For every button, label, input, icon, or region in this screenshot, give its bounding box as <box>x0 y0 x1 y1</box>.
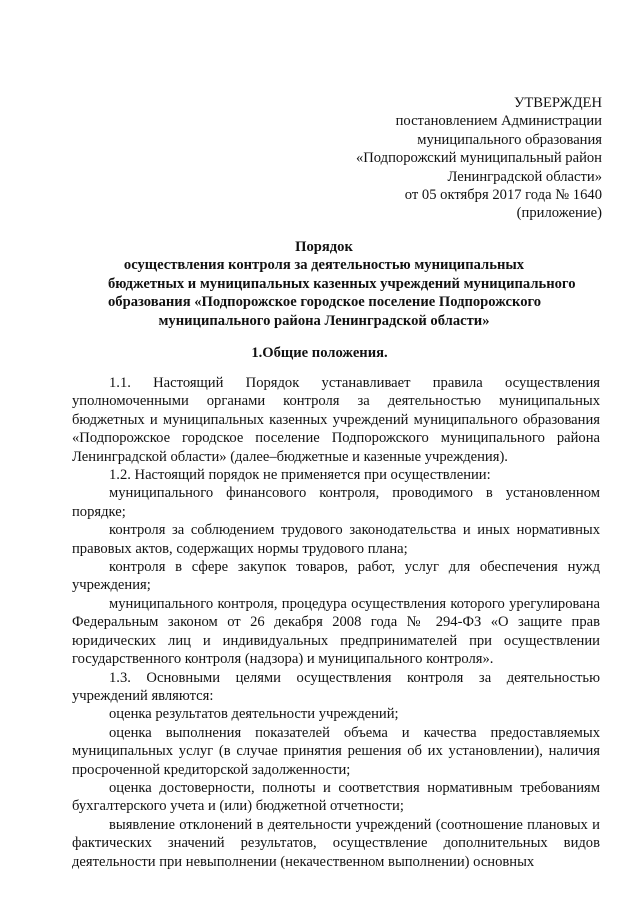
paragraph-1-3: 1.3. Основными целями осуществления контроля за деятельностью учреждений являются: <box>72 669 600 704</box>
paragraph-item: оценка результатов деятельности учреждений; <box>109 706 399 723</box>
document-title <box>108 238 576 330</box>
approval-line-region: Ленинградской области» <box>447 168 602 185</box>
paragraph-1-1: 1.1. Настоящий Порядок устанавливает правила осуществления уполномоченными органами контроля за деятельностью муниципальных бюджетных и муниципальных казенных учреждений муниципального образования «Подпорожское городское поселение Подпорожского муниципального района Ленинградской области» (далее–бюджетные и казенные учреждения). <box>72 375 600 465</box>
title-line: бюджетных и муниципальных казенных учреждений муниципального <box>108 275 576 292</box>
paragraph-item: муниципального контроля, процедура осуществления которого урегулирована Федеральным законом от 26 декабря 2008 года № 294-ФЗ «О защите прав юридических лиц и индивидуальных предпринимателей при осуществлении государственного контроля (надзора) и муниципального контроля». <box>72 595 600 668</box>
title-line: образования «Подпорожское городское поселение Подпорожского <box>108 294 542 311</box>
section-heading: 1.Общие положения. <box>251 345 388 361</box>
paragraph-item: контроля за соблюдением трудового законодательства и иных нормативных правовых актов, содержащих нормы трудового плана; <box>72 522 600 557</box>
paragraph-item: муниципального финансового контроля, проводимого в установленном порядке; <box>72 485 600 520</box>
document-body <box>72 374 600 871</box>
paragraph-1-2: 1.2. Настоящий порядок не применяется при осуществлении: <box>109 467 491 484</box>
paragraph-item: оценка выполнения показателей объема и качества предоставляемых муниципальных услуг (в случае принятия решения об их установлении), наличия просроченной кредиторской задолженности; <box>72 724 600 778</box>
approval-line-appendix: (приложение) <box>516 205 602 222</box>
approval-line-municipality: муниципального образования <box>417 131 602 148</box>
title-line: Порядок <box>295 239 353 255</box>
approval-line-date-number: от 05 октября 2017 года № 1640 <box>404 187 602 204</box>
approval-block <box>302 94 602 223</box>
paragraph-item: контроля в сфере закупок товаров, работ, услуг для обеспечения нужд учреждения; <box>72 559 600 594</box>
title-line: осуществления контроля за деятельностью муниципальных <box>123 257 525 274</box>
approval-line-approved: УТВЕРЖДЕН <box>514 95 602 111</box>
approval-line-district: «Подпорожский муниципальный район <box>355 150 602 167</box>
paragraph-item: выявление отклонений в деятельности учреждений (соотношение плановых и фактических значений результатов, осуществление дополнительных видов деятельности при невыполнении (некачественном выполнении) основных <box>72 816 600 870</box>
approval-line-resolution: постановлением Администрации <box>395 113 602 130</box>
title-line: муниципального района Ленинградской области» <box>158 312 490 329</box>
paragraph-item: оценка достоверности, полноты и соответствия нормативным требованиям бухгалтерского учета и (или) бюджетной отчетности; <box>72 779 600 815</box>
